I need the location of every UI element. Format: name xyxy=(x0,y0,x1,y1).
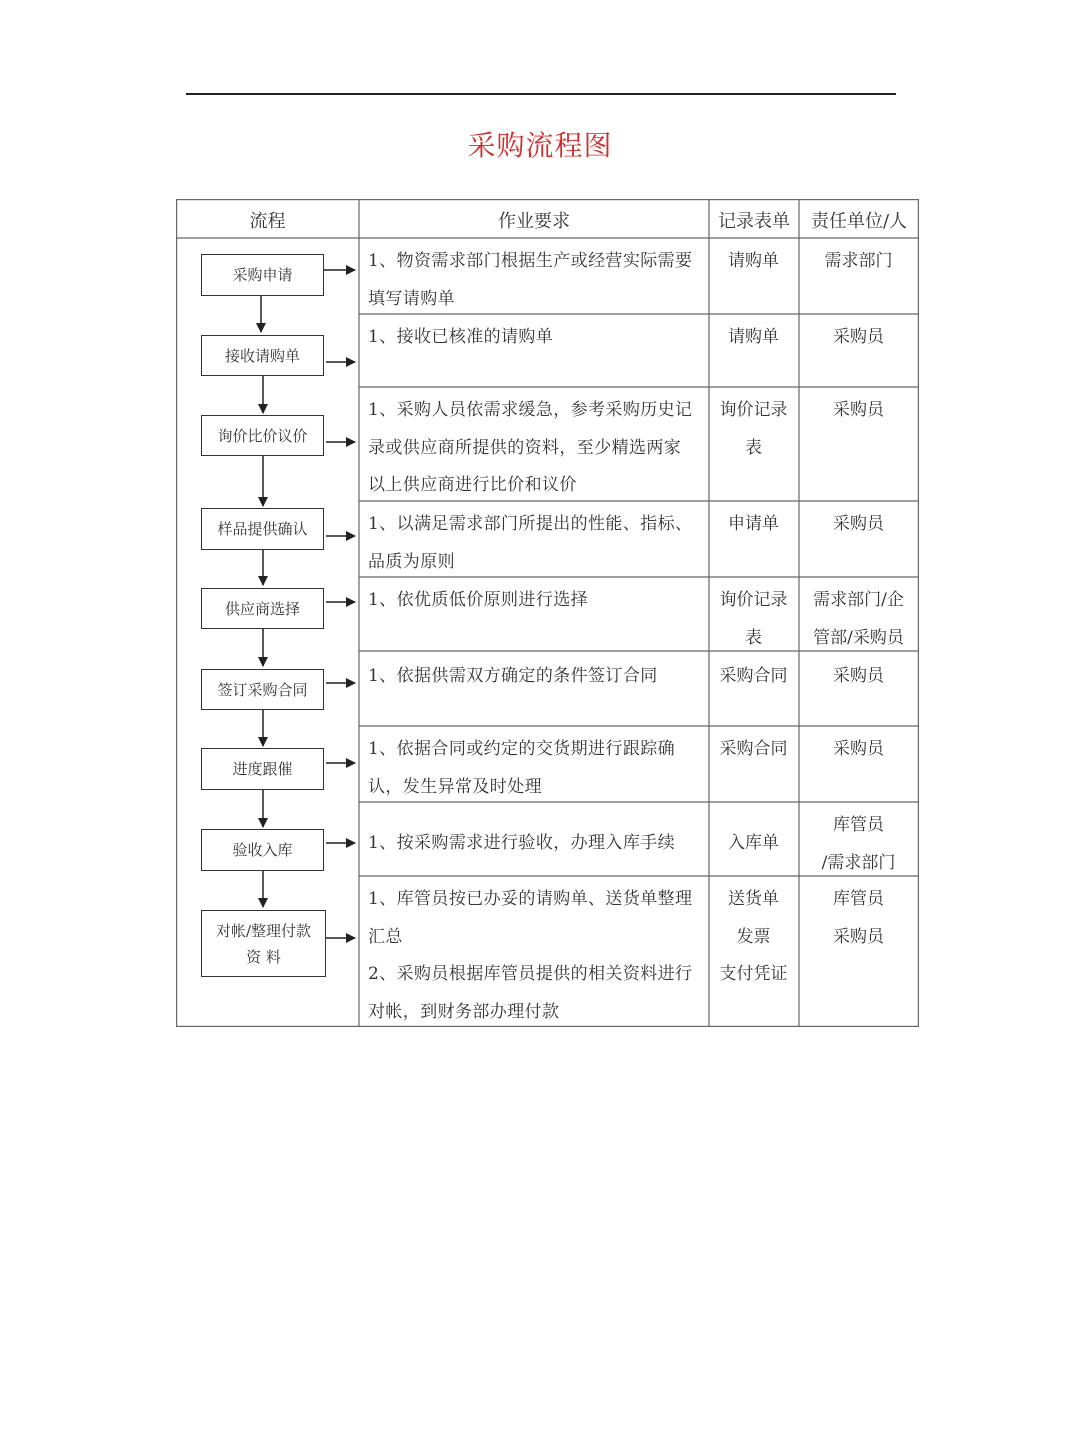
requirement-text: 1、以满足需求部门所提出的性能、指标、 品质为原则 xyxy=(368,514,693,572)
process-box: 签订采购合同 xyxy=(201,669,324,710)
process-box: 进度跟催 xyxy=(201,748,324,790)
top-rule xyxy=(186,93,896,95)
record-form: 请购单 xyxy=(728,327,779,347)
header-records: 记录表单 xyxy=(718,211,790,232)
record-form: 询价记录 表 xyxy=(719,590,788,648)
responsible-party: 采购员 xyxy=(833,327,884,347)
record-form: 入库单 xyxy=(728,833,779,853)
requirement-text: 1、物资需求部门根据生产或经营实际需要 填写请购单 xyxy=(368,251,693,309)
requirement-text: 1、依据合同或约定的交货期进行跟踪确 认，发生异常及时处理 xyxy=(368,739,676,797)
responsible-party: 库管员 采购员 xyxy=(833,889,884,947)
page-title: 采购流程图 xyxy=(467,129,613,162)
responsible-party: 需求部门/企 管部/采购员 xyxy=(813,590,904,648)
responsible-party: 库管员 /需求部门 xyxy=(821,815,896,873)
responsible-party: 需求部门 xyxy=(824,251,893,271)
record-form: 询价记录 表 xyxy=(719,400,788,458)
record-form: 采购合同 xyxy=(719,666,788,686)
header-owner: 责任单位/人 xyxy=(810,211,908,232)
process-box: 对帐/整理付款 资 料 xyxy=(201,910,326,977)
record-form: 申请单 xyxy=(728,514,779,534)
responsible-party: 采购员 xyxy=(833,400,884,420)
process-box: 询价比价议价 xyxy=(201,415,324,456)
responsible-party: 采购员 xyxy=(833,514,884,534)
responsible-party: 采购员 xyxy=(833,739,884,759)
process-table xyxy=(176,199,919,1027)
record-form: 送货单 发票 支付凭证 xyxy=(719,889,788,984)
responsible-party: 采购员 xyxy=(833,666,884,686)
requirement-text: 1、库管员按已办妥的请购单、送货单整理 汇总 2、采购员根据库管员提供的相关资料进行 对帐，到财务部办理付款 xyxy=(368,889,693,1022)
requirement-text: 1、接收已核准的请购单 xyxy=(368,327,554,347)
process-box: 验收入库 xyxy=(201,829,324,871)
requirement-text: 1、采购人员依需求缓急，参考采购历史记 录或供应商所提供的资料，至少精选两家 以上供应商进行比价和议价 xyxy=(368,400,693,495)
process-box: 接收请购单 xyxy=(201,335,324,376)
record-form: 采购合同 xyxy=(719,739,788,759)
process-box: 采购申请 xyxy=(201,254,324,296)
record-form: 请购单 xyxy=(728,251,779,271)
header-process: 流程 xyxy=(249,211,286,232)
requirement-text: 1、依优质低价原则进行选择 xyxy=(368,590,589,610)
process-box: 样品提供确认 xyxy=(201,508,324,550)
requirement-text: 1、依据供需双方确定的条件签订合同 xyxy=(368,666,658,686)
header-requirements: 作业要求 xyxy=(498,211,570,232)
process-box: 供应商选择 xyxy=(201,588,324,629)
requirement-text: 1、按采购需求进行验收，办理入库手续 xyxy=(368,833,676,853)
